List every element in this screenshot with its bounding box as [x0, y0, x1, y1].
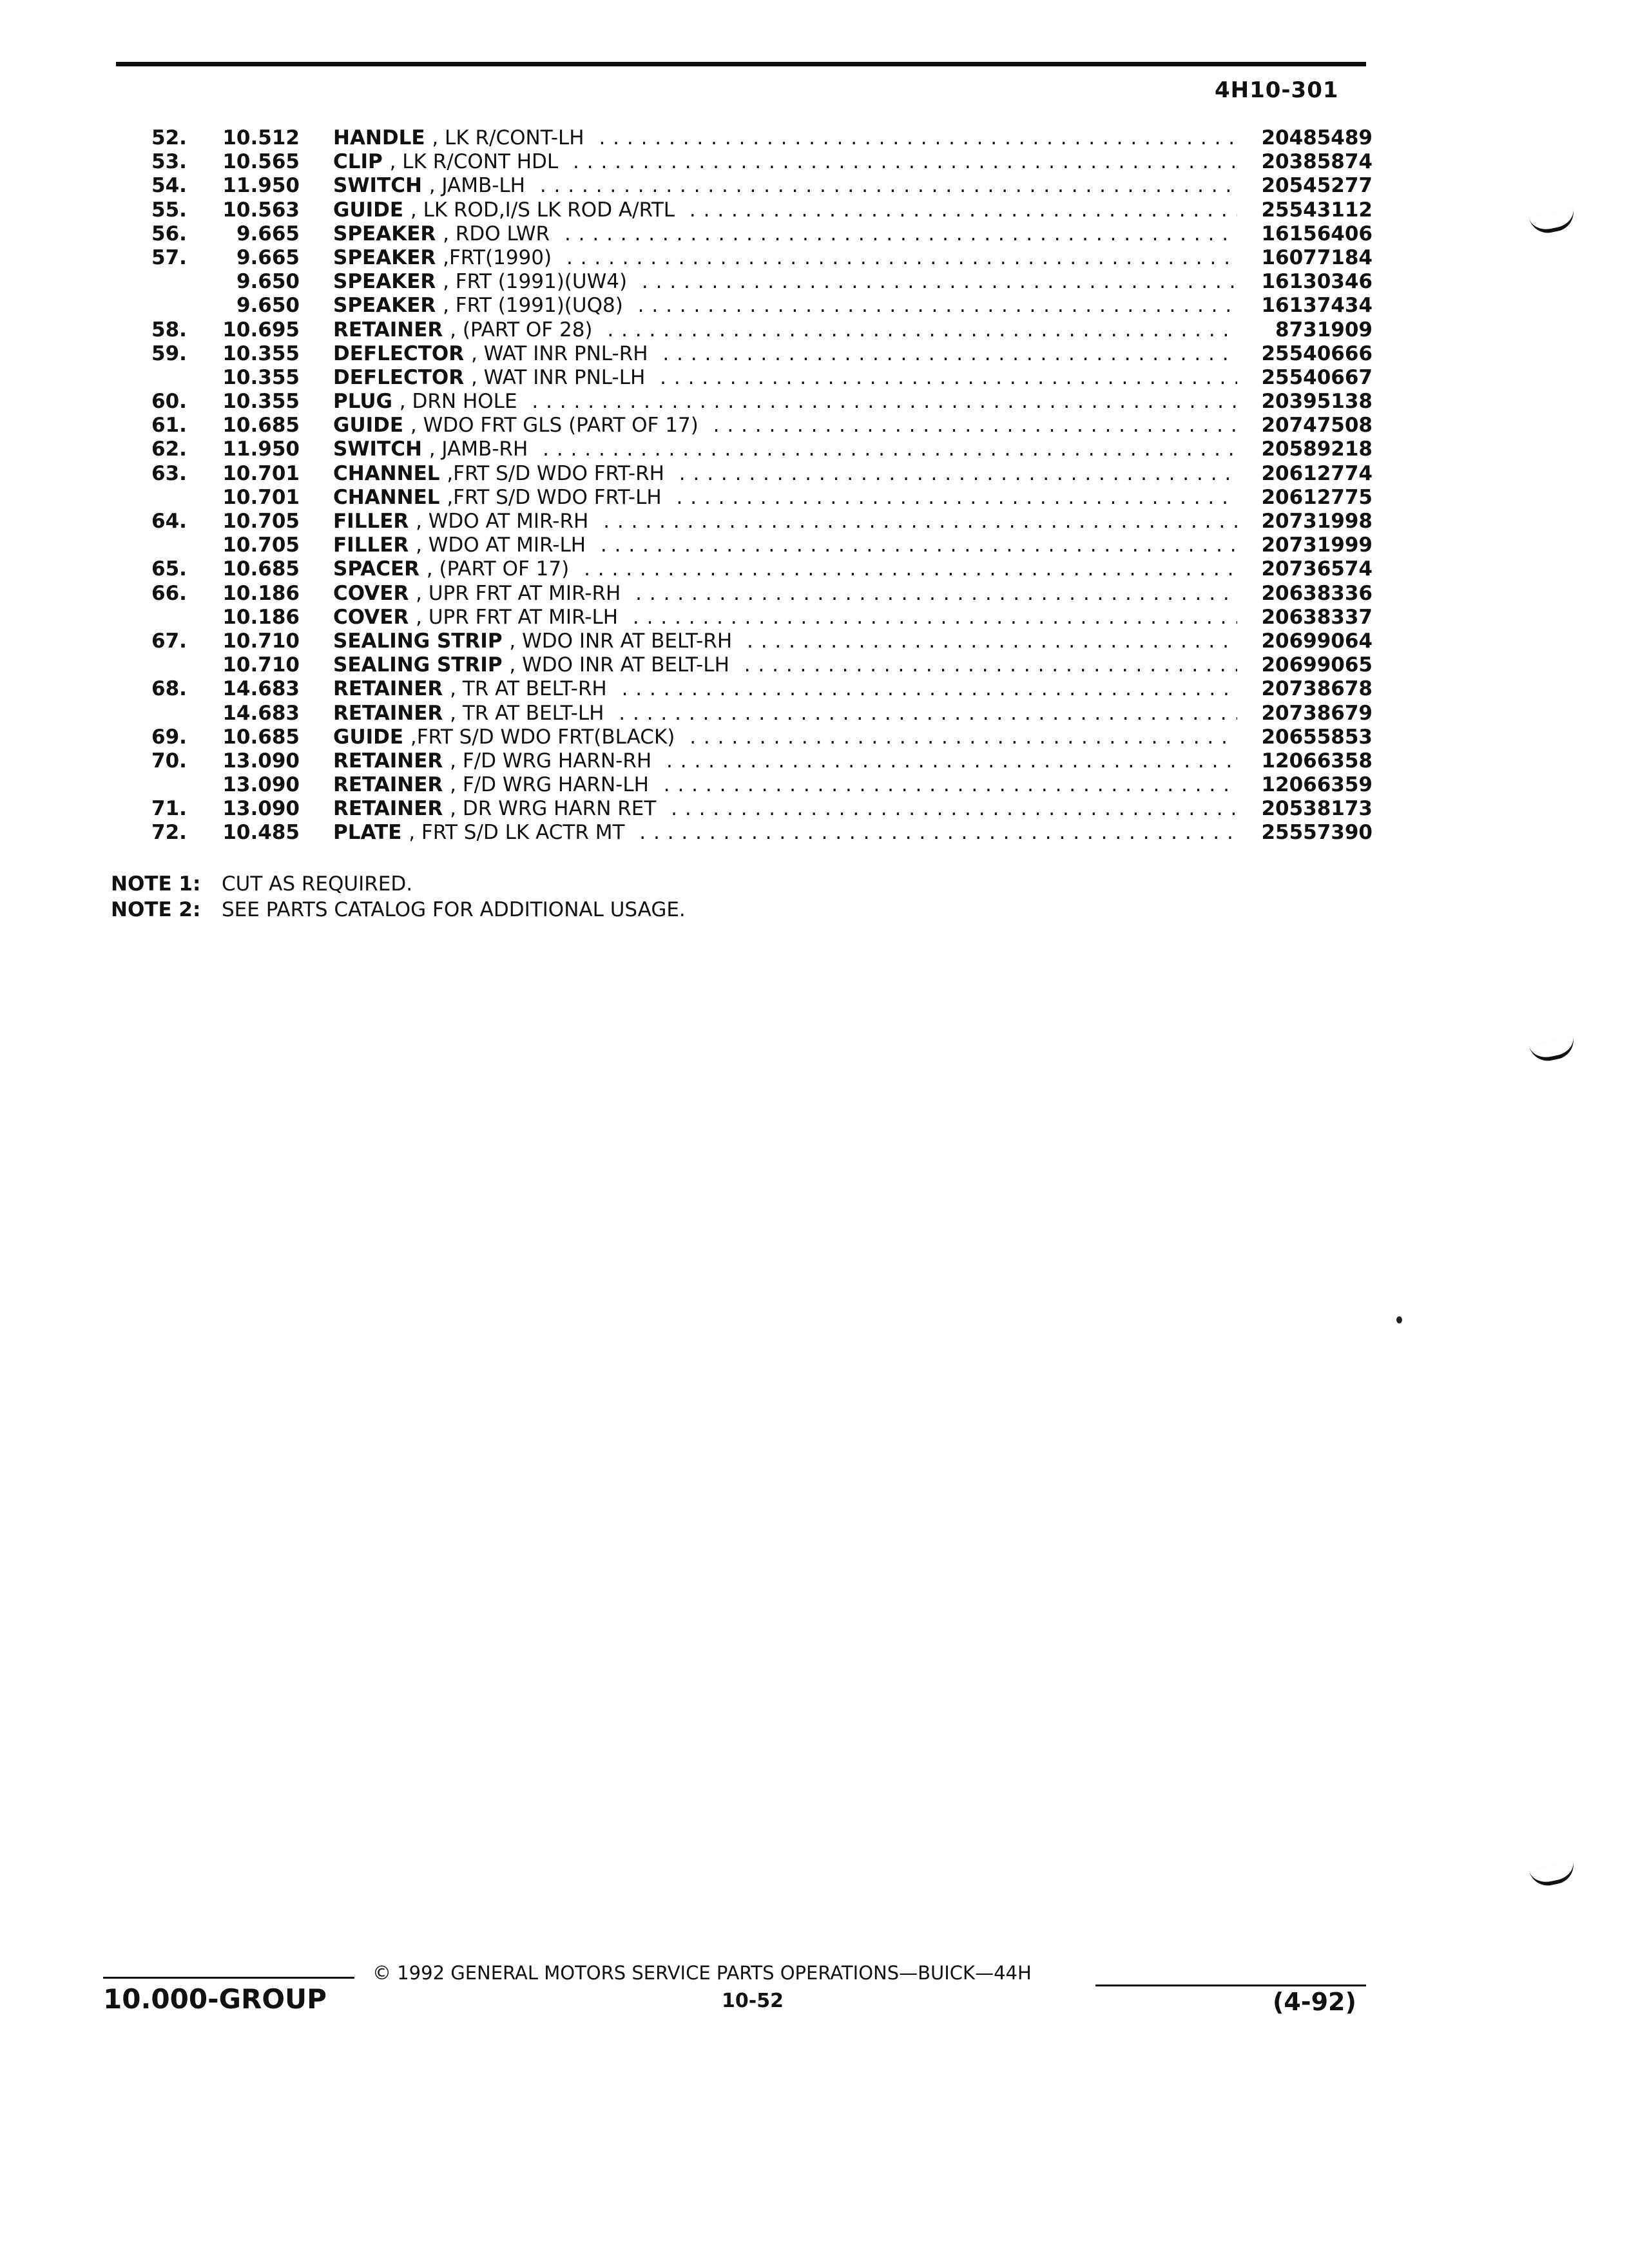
part-name: RETAINER	[333, 773, 443, 797]
ref-number: 60.	[151, 390, 187, 414]
note-label: NOTE 1:	[111, 872, 201, 896]
group-number: 10.705	[222, 533, 300, 557]
note-text: SEE PARTS CATALOG FOR ADDITIONAL USAGE.	[222, 898, 686, 921]
group-number: 9.650	[236, 270, 300, 294]
parts-row	[116, 557, 1373, 581]
group-number: 10.685	[222, 414, 300, 437]
notes-section	[111, 871, 686, 923]
part-description	[333, 557, 1325, 581]
part-name: COVER	[333, 605, 409, 629]
binder-punch-mark	[1529, 208, 1577, 236]
part-name: SPEAKER	[333, 270, 436, 294]
part-qualifier: ,FRT S/D WDO FRT-LH	[447, 485, 662, 509]
part-name: RETAINER	[333, 318, 443, 341]
group-number: 10.186	[222, 581, 300, 605]
group-number: 10.695	[222, 318, 300, 341]
part-name: GUIDE	[333, 725, 404, 749]
parts-row	[116, 342, 1373, 366]
parts-row	[116, 150, 1373, 174]
part-qualifier: ,FRT S/D WDO FRT(BLACK)	[410, 725, 675, 749]
part-description	[333, 702, 1325, 726]
binder-punch-mark	[1529, 1036, 1577, 1064]
group-number: 10.355	[222, 390, 300, 414]
part-name: RETAINER	[333, 749, 443, 773]
part-number: 20738678	[1237, 677, 1373, 701]
parts-row	[116, 702, 1373, 726]
part-name: SWITCH	[333, 437, 422, 461]
group-number: 9.665	[236, 245, 300, 269]
part-description	[333, 294, 1325, 318]
part-name: GUIDE	[333, 414, 404, 437]
part-qualifier: , RDO LWR	[443, 222, 550, 245]
part-number: 16137434	[1237, 294, 1373, 318]
group-number: 13.090	[222, 749, 300, 773]
part-qualifier: , WDO AT MIR-LH	[416, 533, 586, 557]
part-name: SPEAKER	[333, 245, 436, 269]
group-number: 13.090	[222, 773, 300, 797]
footer-group-label: 10.000-GROUP	[103, 1983, 327, 2015]
ref-number: 52.	[151, 126, 187, 149]
part-qualifier: , F/D WRG HARN-LH	[450, 773, 649, 797]
footer-rule-left	[103, 1977, 354, 1979]
parts-row	[116, 653, 1373, 677]
part-number: 20731999	[1237, 533, 1373, 557]
ref-number: 69.	[151, 725, 187, 749]
group-number: 10.685	[222, 557, 300, 581]
parts-row	[116, 582, 1373, 606]
parts-row	[116, 510, 1373, 533]
group-number: 10.355	[222, 341, 300, 365]
part-description	[333, 821, 1325, 845]
group-number: 10.710	[222, 653, 300, 677]
ref-number: 65.	[151, 557, 187, 581]
part-number: 20589218	[1237, 437, 1373, 461]
part-number: 20538173	[1237, 797, 1373, 821]
part-description	[333, 270, 1325, 294]
part-name: CHANNEL	[333, 485, 440, 509]
parts-row	[116, 726, 1373, 749]
parts-row	[116, 126, 1373, 150]
part-qualifier: ,FRT(1990)	[443, 245, 552, 269]
footer-date: (4-92)	[1273, 1988, 1356, 2016]
parts-row	[116, 677, 1373, 701]
part-qualifier: , LK R/CONT-LH	[432, 126, 584, 149]
group-number: 10.565	[222, 150, 300, 174]
part-description	[333, 797, 1325, 821]
group-number: 10.701	[222, 461, 300, 485]
part-name: RETAINER	[333, 701, 443, 725]
part-number: 20485489	[1237, 126, 1373, 150]
part-number: 20731998	[1237, 510, 1373, 533]
part-name: RETAINER	[333, 677, 443, 701]
part-description	[333, 246, 1325, 270]
part-description	[333, 126, 1325, 150]
part-qualifier: , FRT (1991)(UW4)	[443, 270, 628, 294]
parts-row	[116, 246, 1373, 270]
parts-row	[116, 222, 1373, 246]
part-name: SEALING STRIP	[333, 653, 503, 677]
part-description	[333, 174, 1325, 198]
part-name: FILLER	[333, 510, 409, 533]
group-number: 10.355	[222, 365, 300, 389]
ref-number: 64.	[151, 510, 187, 533]
part-name: DEFLECTOR	[333, 365, 465, 389]
parts-table	[116, 126, 1373, 845]
parts-row	[116, 797, 1373, 821]
group-number: 11.950	[222, 437, 300, 461]
part-number: 16077184	[1237, 246, 1373, 270]
part-description	[333, 366, 1325, 390]
part-description	[333, 462, 1325, 486]
part-description	[333, 486, 1325, 510]
part-qualifier: , TR AT BELT-LH	[450, 701, 604, 725]
part-description	[333, 726, 1325, 749]
group-number: 13.090	[222, 797, 300, 821]
scan-speck	[1396, 1316, 1402, 1323]
part-name: SEALING STRIP	[333, 629, 503, 653]
ref-number: 61.	[151, 414, 187, 437]
ref-number: 63.	[151, 461, 187, 485]
part-description	[333, 150, 1325, 174]
part-name: DEFLECTOR	[333, 341, 465, 365]
part-number: 20612774	[1237, 462, 1373, 486]
group-number: 10.685	[222, 725, 300, 749]
part-description	[333, 582, 1325, 606]
part-name: COVER	[333, 581, 409, 605]
part-description	[333, 653, 1325, 677]
part-description	[333, 773, 1325, 797]
group-number: 9.665	[236, 222, 300, 245]
part-number: 25540667	[1237, 366, 1373, 390]
part-number: 12066359	[1237, 773, 1373, 797]
part-qualifier: , UPR FRT AT MIR-LH	[416, 605, 619, 629]
group-number: 10.563	[222, 198, 300, 222]
group-number: 10.710	[222, 629, 300, 653]
ref-number: 66.	[151, 581, 187, 605]
ref-number: 58.	[151, 318, 187, 341]
group-number: 11.950	[222, 174, 300, 198]
part-qualifier: , UPR FRT AT MIR-RH	[416, 581, 621, 605]
ref-number: 72.	[151, 821, 187, 845]
parts-row	[116, 390, 1373, 414]
part-number: 20385874	[1237, 150, 1373, 174]
note-1	[111, 871, 686, 897]
ref-number: 68.	[151, 677, 187, 701]
part-description	[333, 510, 1325, 533]
part-number: 20747508	[1237, 414, 1373, 437]
group-number: 14.683	[222, 701, 300, 725]
footer-copyright: © 1992 GENERAL MOTORS SERVICE PARTS OPERATIONS—BUICK—44H	[372, 1962, 1032, 1984]
part-name: PLATE	[333, 821, 402, 845]
part-qualifier: , WAT INR PNL-LH	[470, 365, 646, 389]
part-name: RETAINER	[333, 797, 443, 821]
group-number: 10.512	[222, 126, 300, 149]
part-qualifier: , WDO AT MIR-RH	[416, 510, 589, 533]
part-name: SPEAKER	[333, 222, 436, 245]
part-description	[333, 437, 1325, 461]
part-name: SPEAKER	[333, 294, 436, 318]
part-number: 25540666	[1237, 342, 1373, 366]
part-qualifier: , LK R/CONT HDL	[389, 150, 559, 174]
part-name: FILLER	[333, 533, 409, 557]
part-qualifier: , DR WRG HARN RET	[450, 797, 657, 821]
part-description	[333, 677, 1325, 701]
parts-row	[116, 462, 1373, 486]
parts-row	[116, 437, 1373, 461]
ref-number: 56.	[151, 222, 187, 245]
ref-number: 57.	[151, 245, 187, 269]
part-number: 16156406	[1237, 222, 1373, 246]
part-name: GUIDE	[333, 198, 404, 222]
part-qualifier: , WDO INR AT BELT-RH	[509, 629, 733, 653]
part-description	[333, 222, 1325, 246]
part-qualifier: , F/D WRG HARN-RH	[450, 749, 652, 773]
part-number: 20395138	[1237, 390, 1373, 414]
part-number: 20738679	[1237, 702, 1373, 726]
part-qualifier: , (PART OF 17)	[426, 557, 570, 581]
ref-number: 53.	[151, 150, 187, 174]
part-qualifier: , JAMB-LH	[429, 174, 525, 198]
parts-row	[116, 773, 1373, 797]
part-qualifier: , FRT S/D LK ACTR MT	[409, 821, 625, 845]
top-rule	[116, 62, 1366, 66]
group-number: 10.485	[222, 821, 300, 845]
parts-row	[116, 366, 1373, 390]
ref-number: 54.	[151, 174, 187, 198]
ref-number: 62.	[151, 437, 187, 461]
parts-row	[116, 629, 1373, 653]
part-description	[333, 342, 1325, 366]
part-description	[333, 318, 1325, 342]
part-name: CLIP	[333, 150, 383, 174]
parts-row	[116, 198, 1373, 222]
ref-number: 70.	[151, 749, 187, 773]
part-description	[333, 390, 1325, 414]
ref-number: 59.	[151, 341, 187, 365]
parts-row	[116, 414, 1373, 437]
footer-rule-right	[1095, 1984, 1366, 1986]
parts-row	[116, 486, 1373, 510]
parts-row	[116, 749, 1373, 773]
part-number: 20638337	[1237, 606, 1373, 629]
part-number: 20699064	[1237, 629, 1373, 653]
part-description	[333, 414, 1325, 437]
group-number: 9.650	[236, 294, 300, 318]
part-number: 16130346	[1237, 270, 1373, 294]
part-number: 20545277	[1237, 174, 1373, 198]
part-qualifier: , JAMB-RH	[429, 437, 528, 461]
part-number: 20638336	[1237, 582, 1373, 606]
binder-punch-mark	[1529, 1861, 1577, 1889]
group-number: 10.701	[222, 485, 300, 509]
part-name: PLUG	[333, 390, 392, 414]
note-text: CUT AS REQUIRED.	[222, 872, 413, 896]
group-number: 10.705	[222, 510, 300, 533]
part-number: 12066358	[1237, 749, 1373, 773]
part-number: 20655853	[1237, 726, 1373, 749]
part-qualifier: , WDO INR AT BELT-LH	[509, 653, 729, 677]
part-qualifier: , LK ROD,I/S LK ROD A/RTL	[410, 198, 675, 222]
part-number: 25543112	[1237, 198, 1373, 222]
part-qualifier: , FRT (1991)(UQ8)	[443, 294, 623, 318]
part-name: HANDLE	[333, 126, 425, 149]
parts-row	[116, 533, 1373, 557]
parts-row	[116, 270, 1373, 294]
note-2	[111, 897, 686, 923]
note-label: NOTE 2:	[111, 898, 201, 921]
part-description	[333, 629, 1325, 653]
part-qualifier: , DRN HOLE	[399, 390, 517, 414]
parts-row	[116, 318, 1373, 342]
part-description	[333, 198, 1325, 222]
parts-row	[116, 821, 1373, 845]
part-number: 20699065	[1237, 653, 1373, 677]
part-number: 8731909	[1237, 318, 1373, 342]
group-number: 10.186	[222, 605, 300, 629]
part-qualifier: ,FRT S/D WDO FRT-RH	[447, 461, 664, 485]
part-number: 20736574	[1237, 557, 1373, 581]
page-id: 4H10-301	[1215, 77, 1339, 103]
group-number: 14.683	[222, 677, 300, 701]
footer-page-number: 10-52	[722, 1990, 784, 2012]
ref-number: 55.	[151, 198, 187, 222]
part-description	[333, 533, 1325, 557]
parts-row	[116, 174, 1373, 198]
part-description	[333, 606, 1325, 629]
part-qualifier: , WDO FRT GLS (PART OF 17)	[410, 414, 699, 437]
part-name: SPACER	[333, 557, 419, 581]
parts-row	[116, 294, 1373, 318]
ref-number: 71.	[151, 797, 187, 821]
part-qualifier: , (PART OF 28)	[450, 318, 593, 341]
part-qualifier: , TR AT BELT-RH	[450, 677, 607, 701]
ref-number: 67.	[151, 629, 187, 653]
part-qualifier: , WAT INR PNL-RH	[470, 341, 648, 365]
part-description	[333, 749, 1325, 773]
part-name: SWITCH	[333, 174, 422, 198]
part-name: CHANNEL	[333, 461, 440, 485]
part-number: 25557390	[1237, 821, 1373, 845]
parts-row	[116, 606, 1373, 629]
part-number: 20612775	[1237, 486, 1373, 510]
